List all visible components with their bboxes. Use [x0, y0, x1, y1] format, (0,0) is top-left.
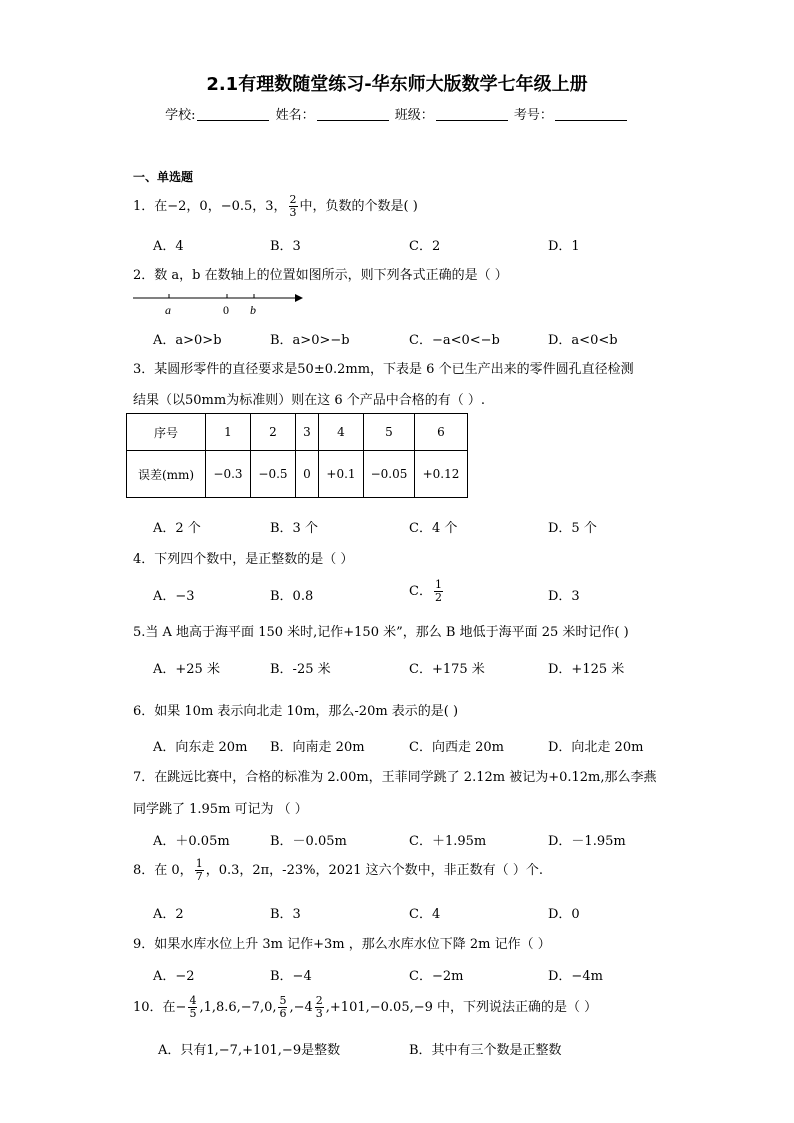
frac-den: 2: [434, 591, 442, 604]
fraction: [289, 194, 298, 219]
option-b[interactable]: B．3: [270, 239, 301, 254]
table-cell: 1: [206, 414, 251, 451]
label-b: b: [250, 303, 256, 317]
q1-text: 1．在−2，0，−0.5，3，: [133, 199, 287, 214]
option-a[interactable]: A．a>0>b: [153, 333, 222, 348]
option-b[interactable]: B．−4: [270, 969, 312, 984]
option-d[interactable]: D．－1.95m: [548, 834, 626, 849]
question-4: 4．下列四个数中，是正整数的是（ ）: [133, 552, 354, 567]
option-b[interactable]: B．3: [270, 907, 301, 922]
option-c-label: C．: [409, 584, 432, 599]
frac-den: 3: [289, 206, 297, 219]
question-2: 2．数 a，b 在数轴上的位置如图所示，则下列各式正确的是（ ）: [133, 268, 508, 283]
frac-den: 3: [315, 1007, 323, 1020]
class-label: 班级：: [394, 108, 434, 123]
table-cell: −0.5: [251, 451, 296, 498]
name-label: 姓名：: [275, 108, 315, 123]
table-cell: 误差(mm): [127, 451, 206, 498]
frac-den: 5: [189, 1007, 197, 1020]
option-b[interactable]: B．－0.05m: [270, 834, 347, 849]
option-c[interactable]: C．向西走 20m: [409, 740, 504, 755]
option-a[interactable]: A．向东走 20m: [153, 740, 248, 755]
frac-num: 2: [315, 994, 323, 1007]
question-1: [133, 194, 418, 219]
question-6: 6．如果 10m 表示向北走 10m，那么-20m 表示的是( ): [133, 704, 459, 719]
table-cell: 5: [364, 414, 415, 451]
option-c[interactable]: C．+175 米: [409, 662, 485, 677]
option-b[interactable]: B．其中有三个数是正整数: [409, 1043, 562, 1058]
table-cell: +0.1: [319, 451, 364, 498]
class-blank[interactable]: [436, 108, 508, 121]
option-d[interactable]: D．5 个: [548, 521, 597, 536]
option-c[interactable]: [409, 579, 445, 604]
question-7-line1: 7．在跳远比赛中，合格的标准为 2.00m，王菲同学跳了 2.12m 被记为+0.12m,那么李燕: [133, 770, 657, 785]
option-d[interactable]: D．3: [548, 589, 580, 604]
label-a: a: [165, 303, 171, 317]
question-3-line1: 3．某圆形零件的直径要求是50±0.2mm，下表是 6 个已生产出来的零件圆孔直径检测: [133, 362, 634, 377]
table-cell: 2: [251, 414, 296, 451]
option-b[interactable]: B．0.8: [270, 589, 314, 604]
table-row: [127, 451, 468, 498]
table-cell: −0.3: [206, 451, 251, 498]
table-cell: 6: [415, 414, 468, 451]
option-c[interactable]: C．−2m: [409, 969, 464, 984]
option-b[interactable]: B．3 个: [270, 521, 318, 536]
q8-text: 8．在 0，: [133, 863, 193, 878]
number-line-figure: [133, 290, 303, 320]
name-blank[interactable]: [317, 108, 389, 121]
table-cell: −0.05: [364, 451, 415, 498]
student-info-line: [0, 104, 794, 123]
fraction: [315, 995, 324, 1020]
label-0: 0: [223, 303, 229, 317]
fraction: [434, 579, 443, 604]
option-d[interactable]: D．−4m: [548, 969, 603, 984]
option-a[interactable]: A．4: [153, 239, 184, 254]
question-3-line2: 结果（以50mm为标准则）则在这 6 个产品中合格的有（ ）.: [133, 393, 485, 408]
option-a[interactable]: A．−2: [153, 969, 195, 984]
q10-text: 10．在−: [133, 1000, 187, 1015]
table-cell: +0.12: [415, 451, 468, 498]
q8-text-tail: ，0.3，2π，-23%，2021 这六个数中，非正数有（ ）个.: [205, 863, 543, 878]
exam-no-blank[interactable]: [555, 108, 627, 121]
option-c[interactable]: C．−a<0<−b: [409, 333, 500, 348]
option-d[interactable]: D．+125 米: [548, 662, 625, 677]
error-table: [126, 413, 468, 498]
frac-num: 1: [195, 857, 203, 870]
option-d[interactable]: D．1: [548, 239, 580, 254]
option-b[interactable]: B．向南走 20m: [270, 740, 365, 755]
school-label: 学校:: [165, 108, 196, 123]
question-10: [133, 995, 597, 1020]
frac-num: 5: [279, 994, 287, 1007]
q1-text-tail: 中，负数的个数是( ): [299, 199, 418, 214]
frac-den: 6: [279, 1007, 287, 1020]
option-b[interactable]: B．a>0>−b: [270, 333, 350, 348]
option-d[interactable]: D．向北走 20m: [548, 740, 644, 755]
fraction: [188, 995, 197, 1020]
option-d[interactable]: D．a<0<b: [548, 333, 618, 348]
option-a[interactable]: A．＋0.05m: [153, 834, 230, 849]
question-5: 5.当 A 地高于海平面 150 米时,记作+150 米”，那么 B 地低于海平面 25 米时记作( ): [133, 625, 629, 640]
option-a[interactable]: A．+25 米: [153, 662, 220, 677]
school-blank[interactable]: [197, 108, 269, 121]
option-a[interactable]: A．2: [153, 907, 184, 922]
q10-text-tail: ,+101,−0.05,−9 中，下列说法正确的是（ ）: [325, 1000, 598, 1015]
option-a[interactable]: A．只有1,−7,+101,−9是整数: [158, 1043, 341, 1058]
table-cell: 3: [296, 414, 319, 451]
table-cell: 0: [296, 451, 319, 498]
option-a[interactable]: A．2 个: [153, 521, 201, 536]
frac-num: 1: [434, 578, 442, 591]
question-8: [133, 858, 543, 883]
question-9: 9．如果水库水位上升 3m 记作+3m ，那么水库水位下降 2m 记作（ ）: [133, 937, 551, 952]
q10-text-mid2: ,−4: [289, 1000, 313, 1015]
frac-num: 4: [189, 994, 197, 1007]
table-header-row: [127, 414, 468, 451]
q10-text-mid: ,1,8.6,−7,0,: [199, 1000, 277, 1015]
frac-den: 7: [195, 870, 203, 883]
option-a[interactable]: A．−3: [153, 589, 195, 604]
axis-arrow: [295, 294, 303, 302]
fraction: [195, 858, 204, 883]
fraction: [278, 995, 287, 1020]
exam-no-label: 考号：: [513, 108, 553, 123]
option-b[interactable]: B．-25 米: [270, 662, 331, 677]
frac-num: 2: [289, 193, 297, 206]
page-title: 2.1有理数随堂练习-华东师大版数学七年级上册: [206, 74, 588, 95]
question-7-line2: 同学跳了 1.95m 可记为 （ ）: [133, 802, 308, 817]
option-c[interactable]: C．4 个: [409, 521, 458, 536]
section-heading: 一、单选题: [133, 170, 194, 184]
table-cell: 4: [319, 414, 364, 451]
table-cell: 序号: [127, 414, 206, 451]
option-c[interactable]: C．2: [409, 239, 441, 254]
option-d[interactable]: D．0: [548, 907, 580, 922]
option-c[interactable]: C．＋1.95m: [409, 834, 487, 849]
option-c[interactable]: C．4: [409, 907, 441, 922]
